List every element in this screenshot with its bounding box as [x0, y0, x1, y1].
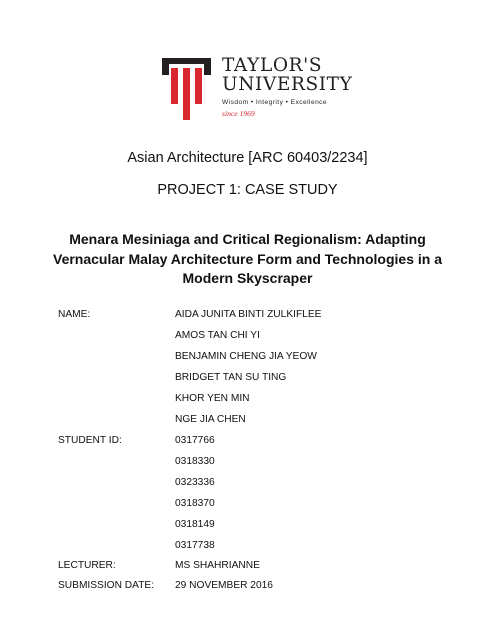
- student-id: 0323336: [175, 477, 215, 488]
- student-id: 0317738: [175, 540, 215, 551]
- project-heading: PROJECT 1: CASE STUDY: [157, 182, 338, 198]
- lecturer-label: LECTURER:: [58, 560, 116, 571]
- student-id-label: STUDENT ID:: [58, 435, 122, 446]
- student-id: 0317766: [175, 435, 215, 446]
- name-label: NAME:: [58, 309, 91, 320]
- report-title: Menara Mesiniaga and Critical Regionalism: Adapting Vernacular Malay Architecture Form and Technologies in a Modern Skyscraper: [53, 231, 442, 286]
- detail-row: [0, 579, 495, 593]
- logo-name-line1: TAYLOR'S: [222, 55, 323, 76]
- detail-row: [0, 455, 495, 469]
- detail-row: [0, 539, 495, 553]
- student-name: NGE JIA CHEN: [175, 414, 246, 425]
- submission-date-label: SUBMISSION DATE:: [58, 580, 155, 591]
- detail-row: [0, 392, 495, 406]
- lecturer-name: MS SHAHRIANNE: [175, 560, 260, 571]
- student-name: BENJAMIN CHENG JIA YEOW: [175, 351, 317, 362]
- detail-row: [0, 329, 495, 343]
- student-id: 0318149: [175, 519, 215, 530]
- detail-row: [0, 518, 495, 532]
- logo-tagline: Wisdom • Integrity • Excellence: [222, 99, 328, 106]
- logo-name-line2: UNIVERSITY: [222, 74, 353, 95]
- detail-row: [0, 350, 495, 364]
- detail-row: [0, 371, 495, 385]
- logo-wordmark: [222, 56, 352, 118]
- student-name: KHOR YEN MIN: [175, 393, 250, 404]
- student-id: 0318330: [175, 456, 215, 467]
- student-name: AIDA JUNITA BINTI ZULKIFLEE: [175, 309, 322, 320]
- detail-row: [0, 308, 495, 322]
- detail-row: [0, 476, 495, 490]
- logo-since: since 1969: [222, 109, 255, 118]
- detail-row: [0, 559, 495, 573]
- detail-row: [0, 497, 495, 511]
- taylors-university-logo: [162, 55, 353, 122]
- student-id: 0318370: [175, 498, 215, 509]
- course-heading: Asian Architecture [ARC 60403/2234]: [127, 150, 368, 166]
- submission-date: 29 NOVEMBER 2016: [175, 580, 273, 591]
- student-name: BRIDGET TAN SU TING: [175, 372, 287, 383]
- university-crest-icon: [162, 58, 211, 120]
- detail-row: [0, 434, 495, 448]
- student-name: AMOS TAN CHI YI: [175, 330, 260, 341]
- detail-row: [0, 413, 495, 427]
